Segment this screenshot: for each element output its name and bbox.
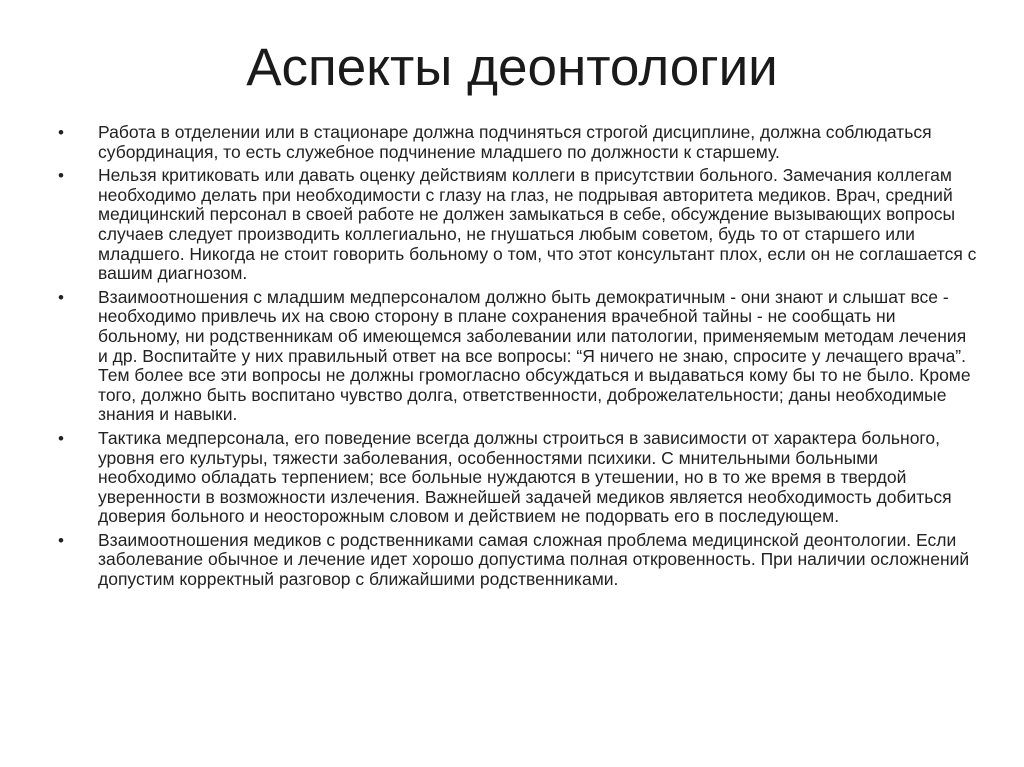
slide-title: Аспекты деонтологии: [246, 38, 778, 97]
list-item: [58, 429, 978, 527]
bullet-marker: •: [58, 287, 64, 307]
bullet-text: Тактика медперсонала, его поведение всегда должны строиться в зависимости от характера больного, уровня его культуры, тяжести заболевания, особенностями психики. С мнительными больными необходимо обладать терпением; все больные нуждаются в утешении, но в то же время в твердой уверенности в возможности излечения. Важнейшей задачей медиков является необходимость добиться доверия больного и неосторожным словом и действием не подорвать его в последующем.: [98, 427, 952, 527]
bullet-list: [58, 123, 978, 594]
list-item: [58, 166, 978, 284]
bullet-marker: •: [58, 428, 64, 448]
bullet-text: Взаимоотношения медиков с родственниками самая сложная проблема медицинской деонтологии. Если заболевание обычное и лечение идет хорошо допустима полная откровенность. При наличии осложнений допустим корректный разговор с ближайшими родственниками.: [98, 529, 970, 590]
bullet-marker: •: [58, 166, 64, 186]
bullet-text: Работа в отделении или в стационаре должна подчиняться строгой дисциплине, должна соблюдаться субординация, то есть служебное подчинение младшего по должности к старшему.: [98, 122, 932, 162]
list-item: [58, 123, 978, 162]
list-item: [58, 531, 978, 590]
bullet-text: Нельзя критиковать или давать оценку действиям коллеги в присутствии больного. Замечания коллегам необходимо делать при необходимости с глазу на глаз, не подрывая авторитета медиков. Врач, средний медицинский персонал в своей работе не должен замыкаться в себе, обсуждение вызывающих вопросы случаев следует производить коллегиально, не гнушаться любым советом, будь то от старшего или младшего. Никогда не стоит говорить больному о том, что этот консультант плох, если он не соглашается с вашим диагнозом.: [98, 165, 977, 284]
bullet-text: Взаимоотношения с младшим медперсоналом должно быть демократичным - они знают и слышат все - необходимо привлечь их на свою сторону в плане сохранения врачебной тайны - не сообщать ни больному, ни родственникам об имеющемся заболевании или патологии, применяемым методам лечения и др. Воспитайте у них правильный ответ на все вопросы: “Я ничего не знаю, спросите у лечащего врача”. Тем более все эти вопросы не должны громогласно обсуждаться и выдаваться кому бы то не было. Кроме того, должно быть воспитано чувство долга, ответственности, доброжелательности; даны необходимые знания и навыки.: [98, 286, 971, 425]
list-item: [58, 288, 978, 425]
bullet-marker: •: [58, 123, 64, 142]
bullet-marker: •: [58, 530, 64, 550]
